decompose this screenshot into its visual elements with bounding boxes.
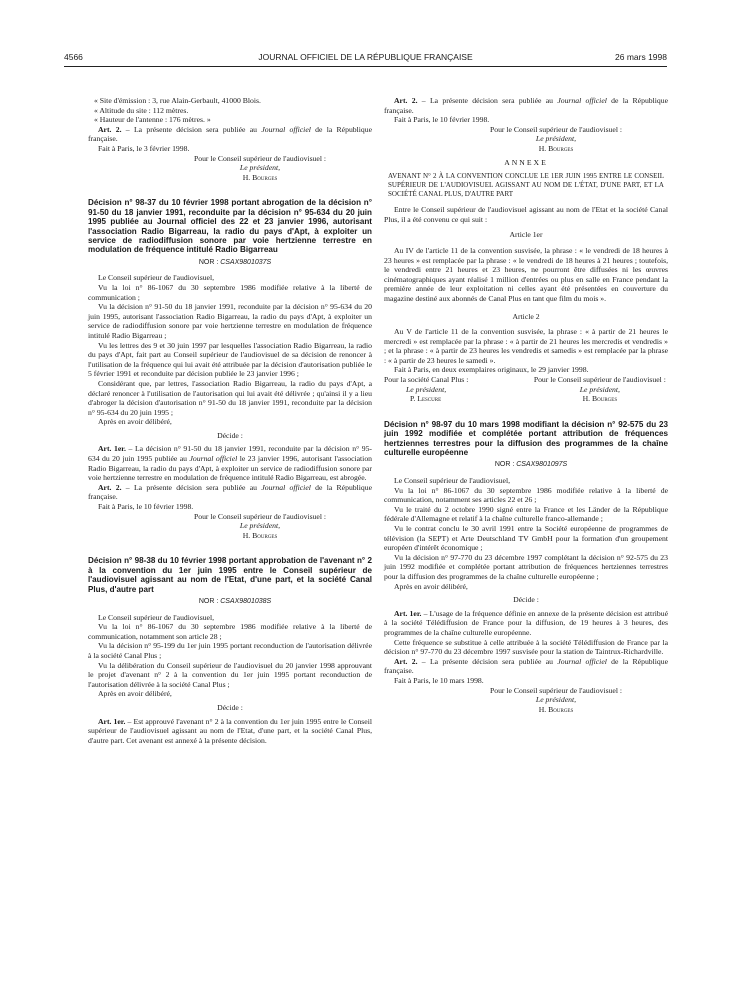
article-text: – La présente décision sera publiée au — [417, 96, 558, 105]
nor-label: NOR : — [198, 598, 221, 606]
decision-98-37-title: Décision n° 98-37 du 10 février 1998 portant abrogation de la décision n° 91-50 du 18 janvier 1991, reconduite par la décision n° 95-634 du 20 juin 1995 publiée au Journal officiel des 22 et 23 janvier 1996, autorisant l'association Radio Bigarreau, la radio du pays d'Apt, à exploiter un service de radiodiffusion sonore par voie hertzienne terrestre en modulation de fréquence intitulé Radio Bigarreau — [88, 198, 372, 255]
article-2-paragraph — [88, 483, 372, 502]
signature-for: Pour le Conseil supérieur de l'audiovisuel : — [489, 124, 623, 134]
article-text: de la République française. — [384, 656, 669, 676]
signature-name: H. Bourges — [538, 143, 574, 153]
fait-line: Fait à Paris, le 10 février 1998. — [394, 115, 490, 125]
fait-line: Fait à Paris, le 10 mars 1998. — [394, 675, 484, 685]
fait-line: Fait à Paris, le 3 février 1998. — [98, 143, 190, 153]
nor-code: CSAX9801037S — [220, 258, 272, 266]
decision-98-97-title: Décision n° 98-97 du 10 mars 1998 modifiant la décision n° 92-575 du 23 juin 1992 modifiée et complétée portant attribution de fréquences hertziennes terrestres pour la diffusion des programmes de la chaîne culturelle européenne — [384, 419, 668, 458]
signature-role: Le président, — [535, 134, 577, 144]
article-text: – La présente décision sera publiée au — [417, 656, 558, 666]
article-1-paragraph — [88, 444, 372, 482]
paragraph: Vu la loi n° 86-1067 du 30 septembre 1986 modifiée relative à la liberté de communication ; — [88, 282, 372, 302]
article-label: Art. 1er. — [98, 444, 126, 454]
site-altitude-line: « Altitude du site : 112 mètres. — [94, 105, 189, 115]
signature-name: H. Bourges — [582, 394, 618, 404]
decision-98-38-title: Décision n° 98-38 du 10 février 1998 portant approbation de l'avenant n° 2 à la convention du 1er juin 1995 entre le Conseil supérieur de l'audiovisuel agissant au nom de l'Etat, d'une part, et la société Canal Plus, d'autre part — [88, 556, 372, 594]
paragraph: Vu la loi n° 86-1067 du 30 septembre 1986 modifiée relative à la liberté de communication, notamment son article 28 ; — [88, 622, 372, 641]
signature-name: H. Bourges — [242, 530, 278, 540]
paragraph: Vu la loi n° 86-1067 du 30 septembre 1986 modifiée relative à la liberté de communication, notamment ses articles 22 et 26 ; — [384, 485, 668, 505]
annexe-caps-title: AVENANT N° 2 À LA CONVENTION CONCLUE LE 1ER JUIN 1995 ENTRE LE CONSEIL SUPÉRIEUR DE L'AUDIOVISUEL AGISSANT AU NOM DE L'ÉTAT, D'UNE PART, ET LA SOCIÉTÉ CANAL PLUS, D'AUTRE PART — [388, 172, 664, 199]
paragraph: Le Conseil supérieur de l'audiovisuel, — [98, 273, 215, 283]
article-text: – La présente décision sera publiée au — [121, 482, 262, 492]
paragraph: Vu le contrat conclu le 30 avril 1991 entre la Société européenne de programmes de télévision (la SEPT) et Arte Deutschland TV GmbH pour la formation d'un groupement européen d'intérêt économique ; — [384, 524, 668, 553]
journal-ref: Journal officiel — [261, 124, 311, 134]
journal-ref: Journal officiel — [557, 656, 607, 666]
paragraph: Après en avoir délibéré, — [394, 581, 468, 591]
nor-label: NOR : — [198, 258, 221, 266]
article-text: – La présente décision sera publiée au — [121, 124, 262, 134]
paragraph: Vu la décision n° 95-199 du 1er juin 1995 portant reconduction de l'autorisation délivrée à la société Canal Plus ; — [88, 641, 372, 660]
signature-name: H. Bourges — [538, 704, 574, 714]
signature-role: Le président, — [239, 521, 281, 531]
signature-role: Le président, — [535, 695, 577, 705]
article-1-paragraph — [384, 609, 668, 638]
signature-name: P. Lescure — [410, 394, 442, 404]
article-1-paragraph — [88, 717, 372, 746]
article-label: Art. 2. — [98, 124, 122, 134]
article-text: – La décision n° 91-50 du 18 janvier 1991, reconduite par la décision n° 95-634 du 20 juin 1995 publiée au — [88, 444, 372, 464]
signature-canal-plus — [384, 375, 520, 404]
journal-ref: Journal officiel — [557, 96, 607, 105]
article-label: Art. 2. — [394, 656, 418, 666]
article-2-text: Au V de l'article 11 de la convention susvisée, la phrase : « à partir de 21 heures le mercredi » est remplacée par la phrase : « à partir de 21 heures les mercredis et vendredis » ; et la phrase : « à partir de 23 heures les vendredis et samedis » est remplacée par la phrase : « à partir de 23 heures le samedi ». — [384, 327, 668, 365]
signature-for: Pour le Conseil supérieur de l'audiovisuel : — [489, 685, 623, 695]
article-2-paragraph — [384, 96, 668, 115]
paragraph: Vu le traité du 2 octobre 1990 signé entre la France et les Länder de la République fédérale d'Allemagne et relatif à la chaîne culturelle franco-allemande ; — [384, 504, 668, 524]
article-text: – L'usage de la fréquence définie en annexe de la présente décision est attribué à la société Télédiffusion de France pour la diffusion, de 19 heures à 3 heures, des programmes de la chaîne culturelle européenne. — [384, 608, 668, 637]
signature-csa — [532, 375, 668, 404]
paragraph: Le Conseil supérieur de l'audiovisuel, — [394, 476, 511, 486]
article-text: de la République française. — [88, 124, 373, 144]
signature-role: Le président, — [406, 384, 447, 394]
article-label: Art. 1er. — [98, 716, 126, 726]
annexe-heading: ANNEXE — [504, 157, 548, 167]
article-2-heading: Article 2 — [512, 311, 540, 321]
journal-title: JOURNAL OFFICIEL DE LA RÉPUBLIQUE FRANÇAISE — [258, 52, 473, 62]
decide-heading: Décide : — [217, 430, 243, 440]
paragraph: Vu la délibération du Conseil supérieur de l'audiovisuel du 20 janvier 1998 approuvant le projet d'avenant n° 2 à la convention du 1er juin 1995 portant reconduction de l'autorisation délivrée à la société Canal Plus ; — [88, 660, 372, 689]
issue-date: 26 mars 1998 — [615, 52, 667, 62]
site-emission-line: « Site d'émission : 3, rue Alain-Gerbault, 41000 Blois. — [94, 96, 261, 105]
paragraph: Cette fréquence se substitue à celle attribuée à la société Télédiffusion de France par la décision n° 97-770 du 23 décembre 1997 susvisée pour la station de Taintrux-Richardville. — [384, 637, 668, 657]
article-text: le 23 janvier 1996, autorisant l'association Radio Bigarreau, la radio du pays d'Apt, à exploiter un service de radiodiffusion sonore par voie hertzienne terrestre en modulation de fréquence intitulé Radio Bigarreau, est abrogée. — [88, 454, 373, 483]
fait-line: Fait à Paris, en deux exemplaires originaux, le 29 janvier 1998. — [394, 365, 589, 375]
article-1-heading: Article 1er — [509, 230, 543, 240]
signature-for: Pour la société Canal Plus : — [384, 375, 469, 385]
journal-ref: Journal officiel — [189, 454, 238, 464]
nor-label: NOR : — [494, 461, 517, 469]
paragraph: Après en avoir délibéré, — [98, 417, 172, 427]
signature-for: Pour le Conseil supérieur de l'audiovisuel : — [193, 153, 327, 163]
nor-reference — [384, 460, 668, 470]
signature-role: Le président, — [579, 384, 620, 394]
paragraph: Vu la décision n° 91-50 du 18 janvier 1991, reconduite par la décision n° 95-634 du 20 juin 1995, autorisant l'association Radio Bigarreau, la radio du pays d'Apt, à exploiter un service de radiodiffusion sonore par voie hertzienne terrestre en modulation de fréquence intitulé Radio Bigarreau ; — [88, 302, 372, 340]
article-1-text: Au IV de l'article 11 de la convention susvisée, la phrase : « le vendredi de 18 heures à 23 heures » est remplacée par la phrase : « le vendredi de 18 heures à 21 heures ; toutefois, le vendredi entre 21 heures et 23 heures, ne pourront être diffusées ni les œuvres cinématographiques ayant réalisé 1 million d'entrées ou plus en salle en France pendant la première année de leur exploitation ni celles ayant été présentées en couverture du magazine destiné aux abonnés de Canal Plus en tant que film du mois ». — [384, 245, 668, 303]
article-2-paragraph — [88, 125, 372, 144]
nor-reference — [88, 597, 372, 607]
page-header — [64, 52, 667, 67]
fait-line: Fait à Paris, le 10 février 1998. — [98, 502, 194, 512]
dual-signature — [384, 375, 668, 404]
annexe-intro: Entre le Conseil supérieur de l'audiovisuel agissant au nom de l'Etat et la société Canal Plus, il a été convenu ce qui suit : — [384, 205, 668, 224]
article-label: Art. 2. — [98, 482, 122, 492]
article-label: Art. 2. — [394, 96, 418, 105]
article-label: Art. 1er. — [394, 608, 422, 618]
signature-name: H. Bourges — [242, 172, 278, 182]
signature-for: Pour le Conseil supérieur de l'audiovisuel : — [193, 511, 327, 521]
paragraph: Vu la décision n° 97-770 du 23 décembre 1997 complétant la décision n° 92-575 du 23 juin 1992 modifiée et complétée portant attribution de fréquences hertziennes terrestres pour la diffusion des programmes de la chaîne culturelle européenne ; — [384, 552, 668, 581]
paragraph: Après en avoir délibéré, — [98, 689, 172, 699]
article-2-paragraph — [384, 657, 668, 676]
nor-reference — [88, 258, 372, 268]
article-text: de la République française. — [88, 482, 373, 502]
page-number: 4566 — [64, 52, 83, 62]
nor-code: CSAX9801038S — [220, 598, 272, 606]
antenna-height-line: « Hauteur de l'antenne : 176 mètres. » — [94, 115, 211, 125]
journal-ref: Journal officiel — [261, 482, 311, 492]
nor-code: CSAX9801097S — [516, 461, 568, 469]
paragraph: Considérant que, par lettres, l'association Radio Bigarreau, la radio du pays d'Apt, a déclaré renoncer à l'utilisation de l'autorisation qui lui avait été délivrée ; qu'ainsi il y a lieu d'abroger la décision d'autorisation n° 91-50 du 18 janvier 1991, reconduite par la décision n° 95-634 du 20 juin 1995 ; — [88, 378, 372, 417]
article-text: de la République française. — [384, 96, 669, 115]
left-column — [88, 96, 372, 745]
decide-heading: Décide : — [513, 595, 539, 605]
decide-heading: Décide : — [217, 702, 243, 712]
paragraph: Vu les lettres des 9 et 30 juin 1997 par lesquelles l'association Radio Bigarreau, la radio du pays d'Apt, fait part au Conseil supérieur de l'audiovisuel de sa décision de renoncer à l'utilisation de la fréquence qui lui avait été attribuée par la décision d'autorisation publiée le 5 février 1991 et reconduite par décision publiée le 23 janvier 1996 ; — [88, 340, 372, 379]
article-text: – Est approuvé l'avenant n° 2 à la convention du 1er juin 1995 entre le Conseil supérieur de l'audiovisuel agissant au nom de l'Etat, d'une part, et la société Canal Plus, d'autre part. Cet avenant est annexé à la présente décision. — [88, 716, 372, 745]
signature-role: Le président, — [239, 163, 281, 173]
signature-for: Pour le Conseil supérieur de l'audiovisuel : — [533, 375, 666, 385]
paragraph: Le Conseil supérieur de l'audiovisuel, — [98, 612, 215, 622]
right-column — [384, 96, 668, 714]
